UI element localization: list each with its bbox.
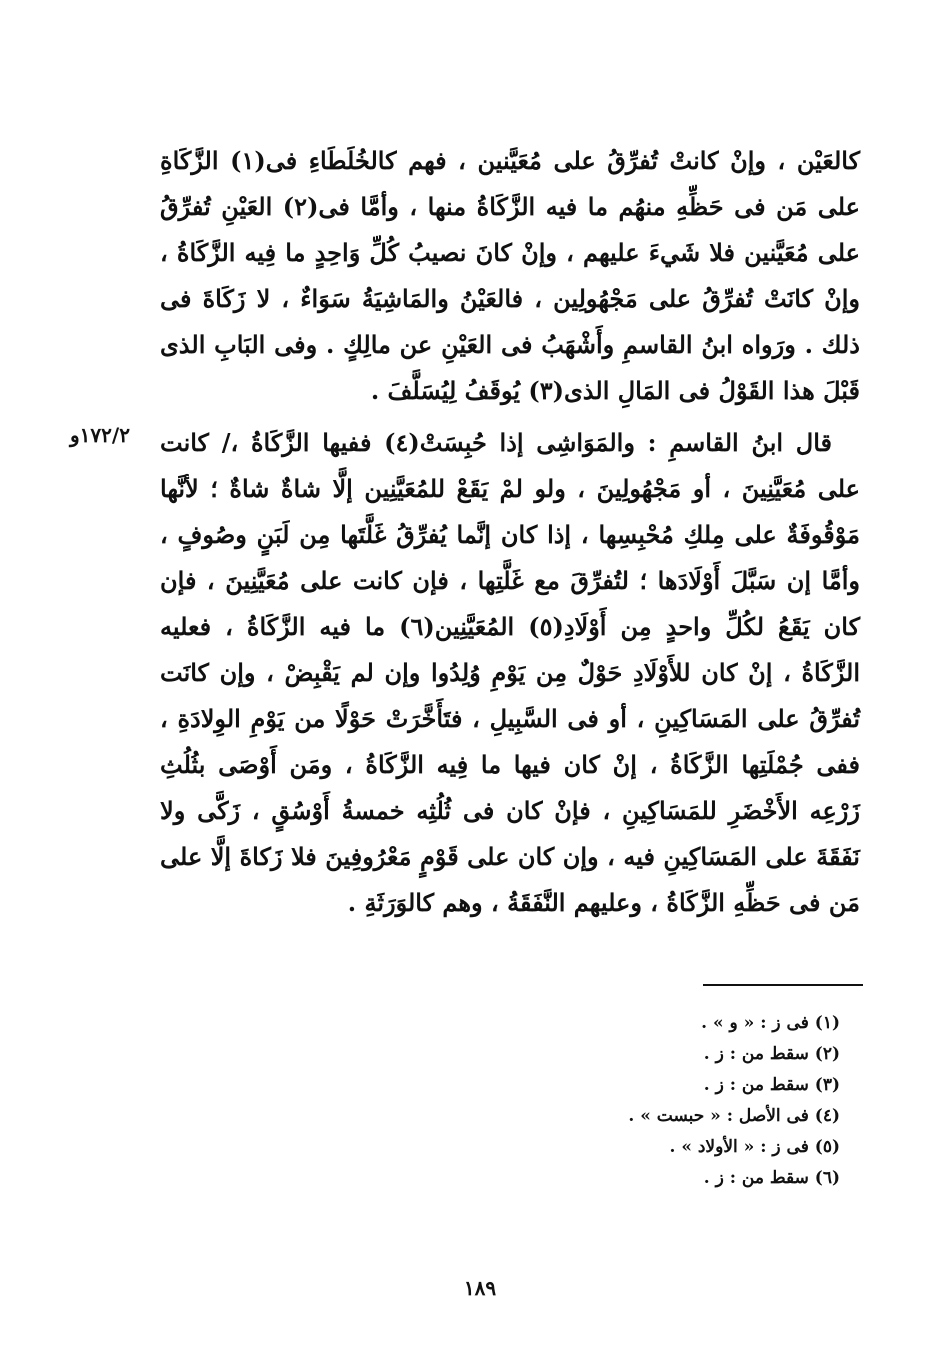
footnote-divider xyxy=(703,984,863,986)
footnote-2: (٢) سقط من : ز . xyxy=(703,1044,840,1064)
footnote-5: (٥) فى ز : « الأولاد » . xyxy=(669,1137,840,1157)
footnotes xyxy=(520,1008,840,1194)
footnote-4: (٤) فى الأصل : « حبست » . xyxy=(628,1106,840,1126)
page-number: ١٨٩ xyxy=(463,1276,497,1300)
footnote-6: (٦) سقط من : ز . xyxy=(703,1168,840,1188)
paragraph-2: قال ابنُ القاسمِ : والمَوَاشِى إذا حُبِسَتْ(٤) ففيها الزَّكَاةُ ،/ كانت على مُعَيَّنِينَ ، أو مَجْهُولِينَ ، ولو لمْ يَقَعْ للمُعَيَّنِين إلَّا شاةٌ شاةٌ ؛ لأنَّها مَوْقُوفَةٌ على مِلكِ مُحْبِسِها ، إذا كان إنَّما يُفرِّقُ غَلَّتَها مِن لَبَنٍ وصُوفٍ ، وأمَّا إن سَبَّلَ أَوْلَادَها ؛ لتُفرِّقَ مع غَلَّتِها ، فإن كانت على مُعَيَّنِينَ ، فإن كان يَقَعُ لكُلِّ واحدٍ مِن أَوْلَادِ(٥) المُعَيَّنِين(٦) ما فيه الزَّكَاةُ ، فعليه الزَّكَاةُ ، إنْ كان للأَوْلَادِ حَوْلٌ مِن يَوْمِ وُلِدُوا وإن لم يَقْبِضْ ، وإن كانَت تُفرِّقُ على المَسَاكِينِ ، أو فى السَّبِيلِ ، فتَأَخَّرَتْ حَوْلًا من يَوْمِ الوِلادَةِ ، ففى جُمْلَتِها الزَّكَاةُ ، إنْ كان فيها ما فِيه الزَّكَاةُ ، ومَن أَوْصَى بثُلُثِ زَرْعِه الأَخْضَرِ للمَسَاكِينِ ، فإنْ كان فى ثُلُثِه خمسةُ أَوْسُقٍ ، زَكَّى ولا نَفَقَةَ على المَسَاكِينِ فيه ، وإن كان على قَوْمٍ مَعْرُوفِينَ فلا زَكاةَ إلَّا على مَن فى حَظِّهِ الزَّكَاةُ ، وعليهم النَّفَقَةُ ، وهم كالوَرَثَةِ . xyxy=(160,428,861,917)
manuscript-folio-note: ١٧٢/٢و xyxy=(70,423,130,447)
main-text xyxy=(160,138,860,926)
footnote-1: (١) فى ز : « و » . xyxy=(701,1013,840,1033)
paragraph-1: كالعَيْن ، وإنْ كانتْ تُفرِّقُ على مُعَيَّنين ، فهم كالخُلَطَاءِ فى(١) الزَّكَاةِ على مَن فى حَظِّهِ منهُم ما فيه الزَّكَاةُ منها ، وأمَّا فى(٢) العَيْنِ تُفرِّقُ على مُعَيَّنين فلا شَيءَ عليهم ، وإنْ كانَ نصيبُ كُلِّ وَاحِدٍ ما فِيه الزَّكَاةُ ، وإنْ كانَتْ تُفرِّقُ على مَجْهُولِين ، فالعَيْنُ والمَاشِيَةُ سَوَاءٌ ، لا زَكَاةَ فى ذلك . ورَواه ابنُ القاسمِ وأَشْهَبُ فى العَيْنِ عن مالِكٍ . وفى البَابِ الذى قَبْلَ هذا القَوْلُ فى المَالِ الذى(٣) يُوقَفُ لِيُسَلَّفَ . xyxy=(160,146,860,405)
footnote-3: (٣) سقط من : ز . xyxy=(703,1075,840,1095)
